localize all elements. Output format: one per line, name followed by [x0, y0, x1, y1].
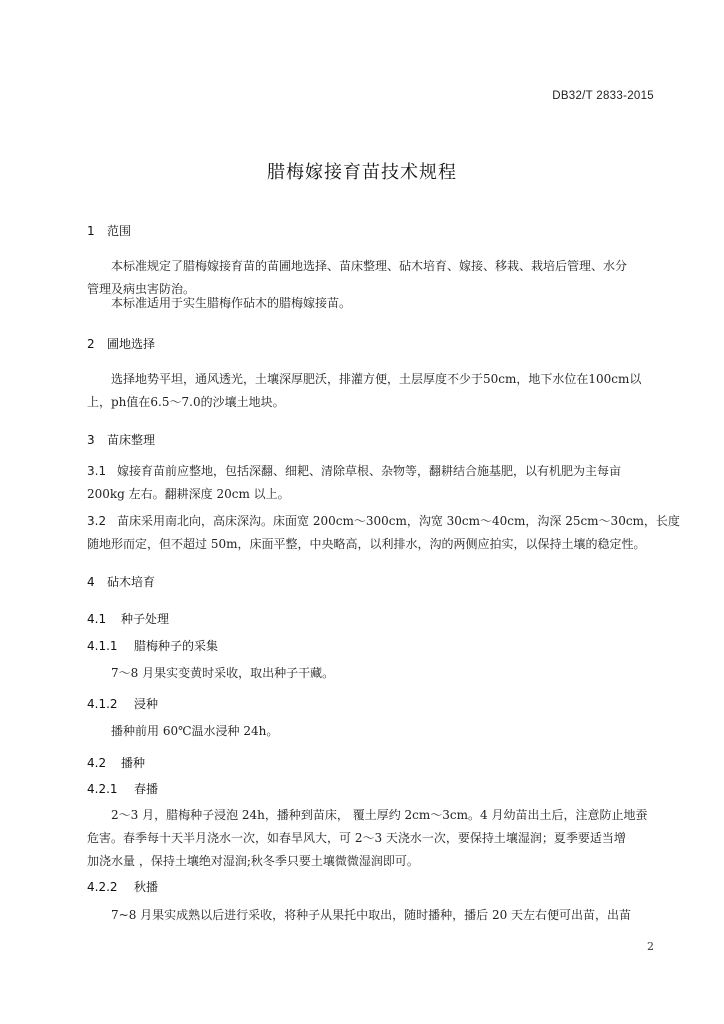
paragraph-site-selection [87, 368, 657, 414]
text-line: 加浇水量 ，保持土壤绝对湿润;秋冬季只要土壤微微湿润即可。 [87, 854, 419, 868]
text-line: 危害。春季每十天半月浇水一次，如春旱风大，可 2～3 天浇水一次，要保持土壤湿润；夏季要适当增 [87, 831, 626, 845]
section-heading-3 [87, 431, 155, 448]
section-number: 4.1 [87, 612, 107, 626]
section-heading-4-2-2 [87, 878, 158, 895]
section-heading-4-1 [87, 610, 169, 627]
section-number: 4.2.1 [87, 782, 118, 796]
clause-3-2 [87, 510, 680, 556]
section-title: 播种 [121, 756, 146, 770]
section-number: 3 [87, 433, 95, 447]
page-title: 腊梅嫁接育苗技术规程 [267, 162, 457, 183]
section-title: 秋播 [134, 880, 159, 894]
section-title: 砧木培育 [107, 575, 156, 589]
section-number: 4.2 [87, 756, 107, 770]
text-line: 苗床采用南北向，高床深沟。床面宽 200cm～300cm，沟宽 30cm～40cm，沟深 25cm～30cm，长度 [117, 514, 680, 528]
text-line: 7~8 月果实成熟以后进行采收，将种子从果托中取出，随时播种，播后 20 天左右便可出苗，出苗 [111, 908, 632, 922]
text-line: 选择地势平坦，通风透光，土壤深厚肥沃，排灌方便，土层厚度不少于50cm，地下水位在100cm以 [111, 372, 642, 386]
section-number: 4 [87, 575, 95, 589]
clause-number: 3.1 [87, 464, 107, 478]
section-heading-4-1-1 [87, 637, 218, 654]
section-number: 1 [87, 224, 95, 238]
paragraph-autumn-sowing [87, 904, 657, 927]
section-heading-4-1-2 [87, 695, 158, 712]
text-line: 2～3 月，腊梅种子浸泡 24h，播种到苗床， 覆土厚约 2cm～3cm。4 月幼苗出土后，注意防止地蚕 [111, 808, 648, 822]
section-title: 苗床整理 [107, 433, 156, 447]
section-heading-4-2 [87, 754, 145, 771]
section-title: 圃地选择 [107, 337, 156, 351]
section-number: 2 [87, 337, 95, 351]
section-heading-2 [87, 335, 155, 352]
paragraph-scope-applicability [87, 292, 657, 315]
paragraph-seed-soaking [87, 720, 657, 743]
document-code: DB32/T 2833-2015 [552, 90, 654, 102]
section-title: 腊梅种子的采集 [134, 639, 219, 653]
section-number: 4.1.2 [87, 697, 118, 711]
section-title: 浸种 [134, 697, 159, 711]
section-title: 范围 [107, 224, 132, 238]
clause-3-1 [87, 460, 657, 506]
text-line: 播种前用 60℃温水浸种 24h。 [111, 724, 279, 738]
text-line: 本标准适用于实生腊梅作砧木的腊梅嫁接苗。 [111, 296, 352, 310]
text-line: 7～8 月果实变黄时采收，取出种子干藏。 [111, 666, 335, 680]
section-heading-4-2-1 [87, 780, 158, 797]
text-line: 随地形而定，但不超过 50m，床面平整，中央略高，以利排水，沟的两侧应拍实，以保持土壤的稳定性。 [87, 537, 646, 551]
section-number: 4.1.1 [87, 639, 118, 653]
text-line: 上，ph值在6.5～7.0的沙壤土地块。 [87, 395, 285, 409]
text-line: 200kg 左右。翻耕深度 20cm 以上。 [87, 487, 290, 501]
section-heading-1 [87, 222, 131, 239]
paragraph-spring-sowing [87, 804, 657, 873]
section-title: 春播 [134, 782, 159, 796]
page-number: 2 [647, 940, 654, 953]
text-line: 本标准规定了腊梅嫁接育苗的苗圃地选择、苗床整理、砧木培育、嫁接、移栽、栽培后管理、水分 [111, 259, 628, 273]
text-line: 嫁接育苗前应整地，包括深翻、细耙、清除草根、杂物等，翻耕结合施基肥，以有机肥为主每亩 [117, 464, 622, 478]
section-heading-4 [87, 573, 155, 590]
clause-number: 3.2 [87, 514, 107, 528]
section-number: 4.2.2 [87, 880, 118, 894]
text-line: 管理及病虫害防治。 [87, 282, 196, 296]
section-title: 种子处理 [121, 612, 170, 626]
paragraph-seed-collection [87, 662, 657, 685]
